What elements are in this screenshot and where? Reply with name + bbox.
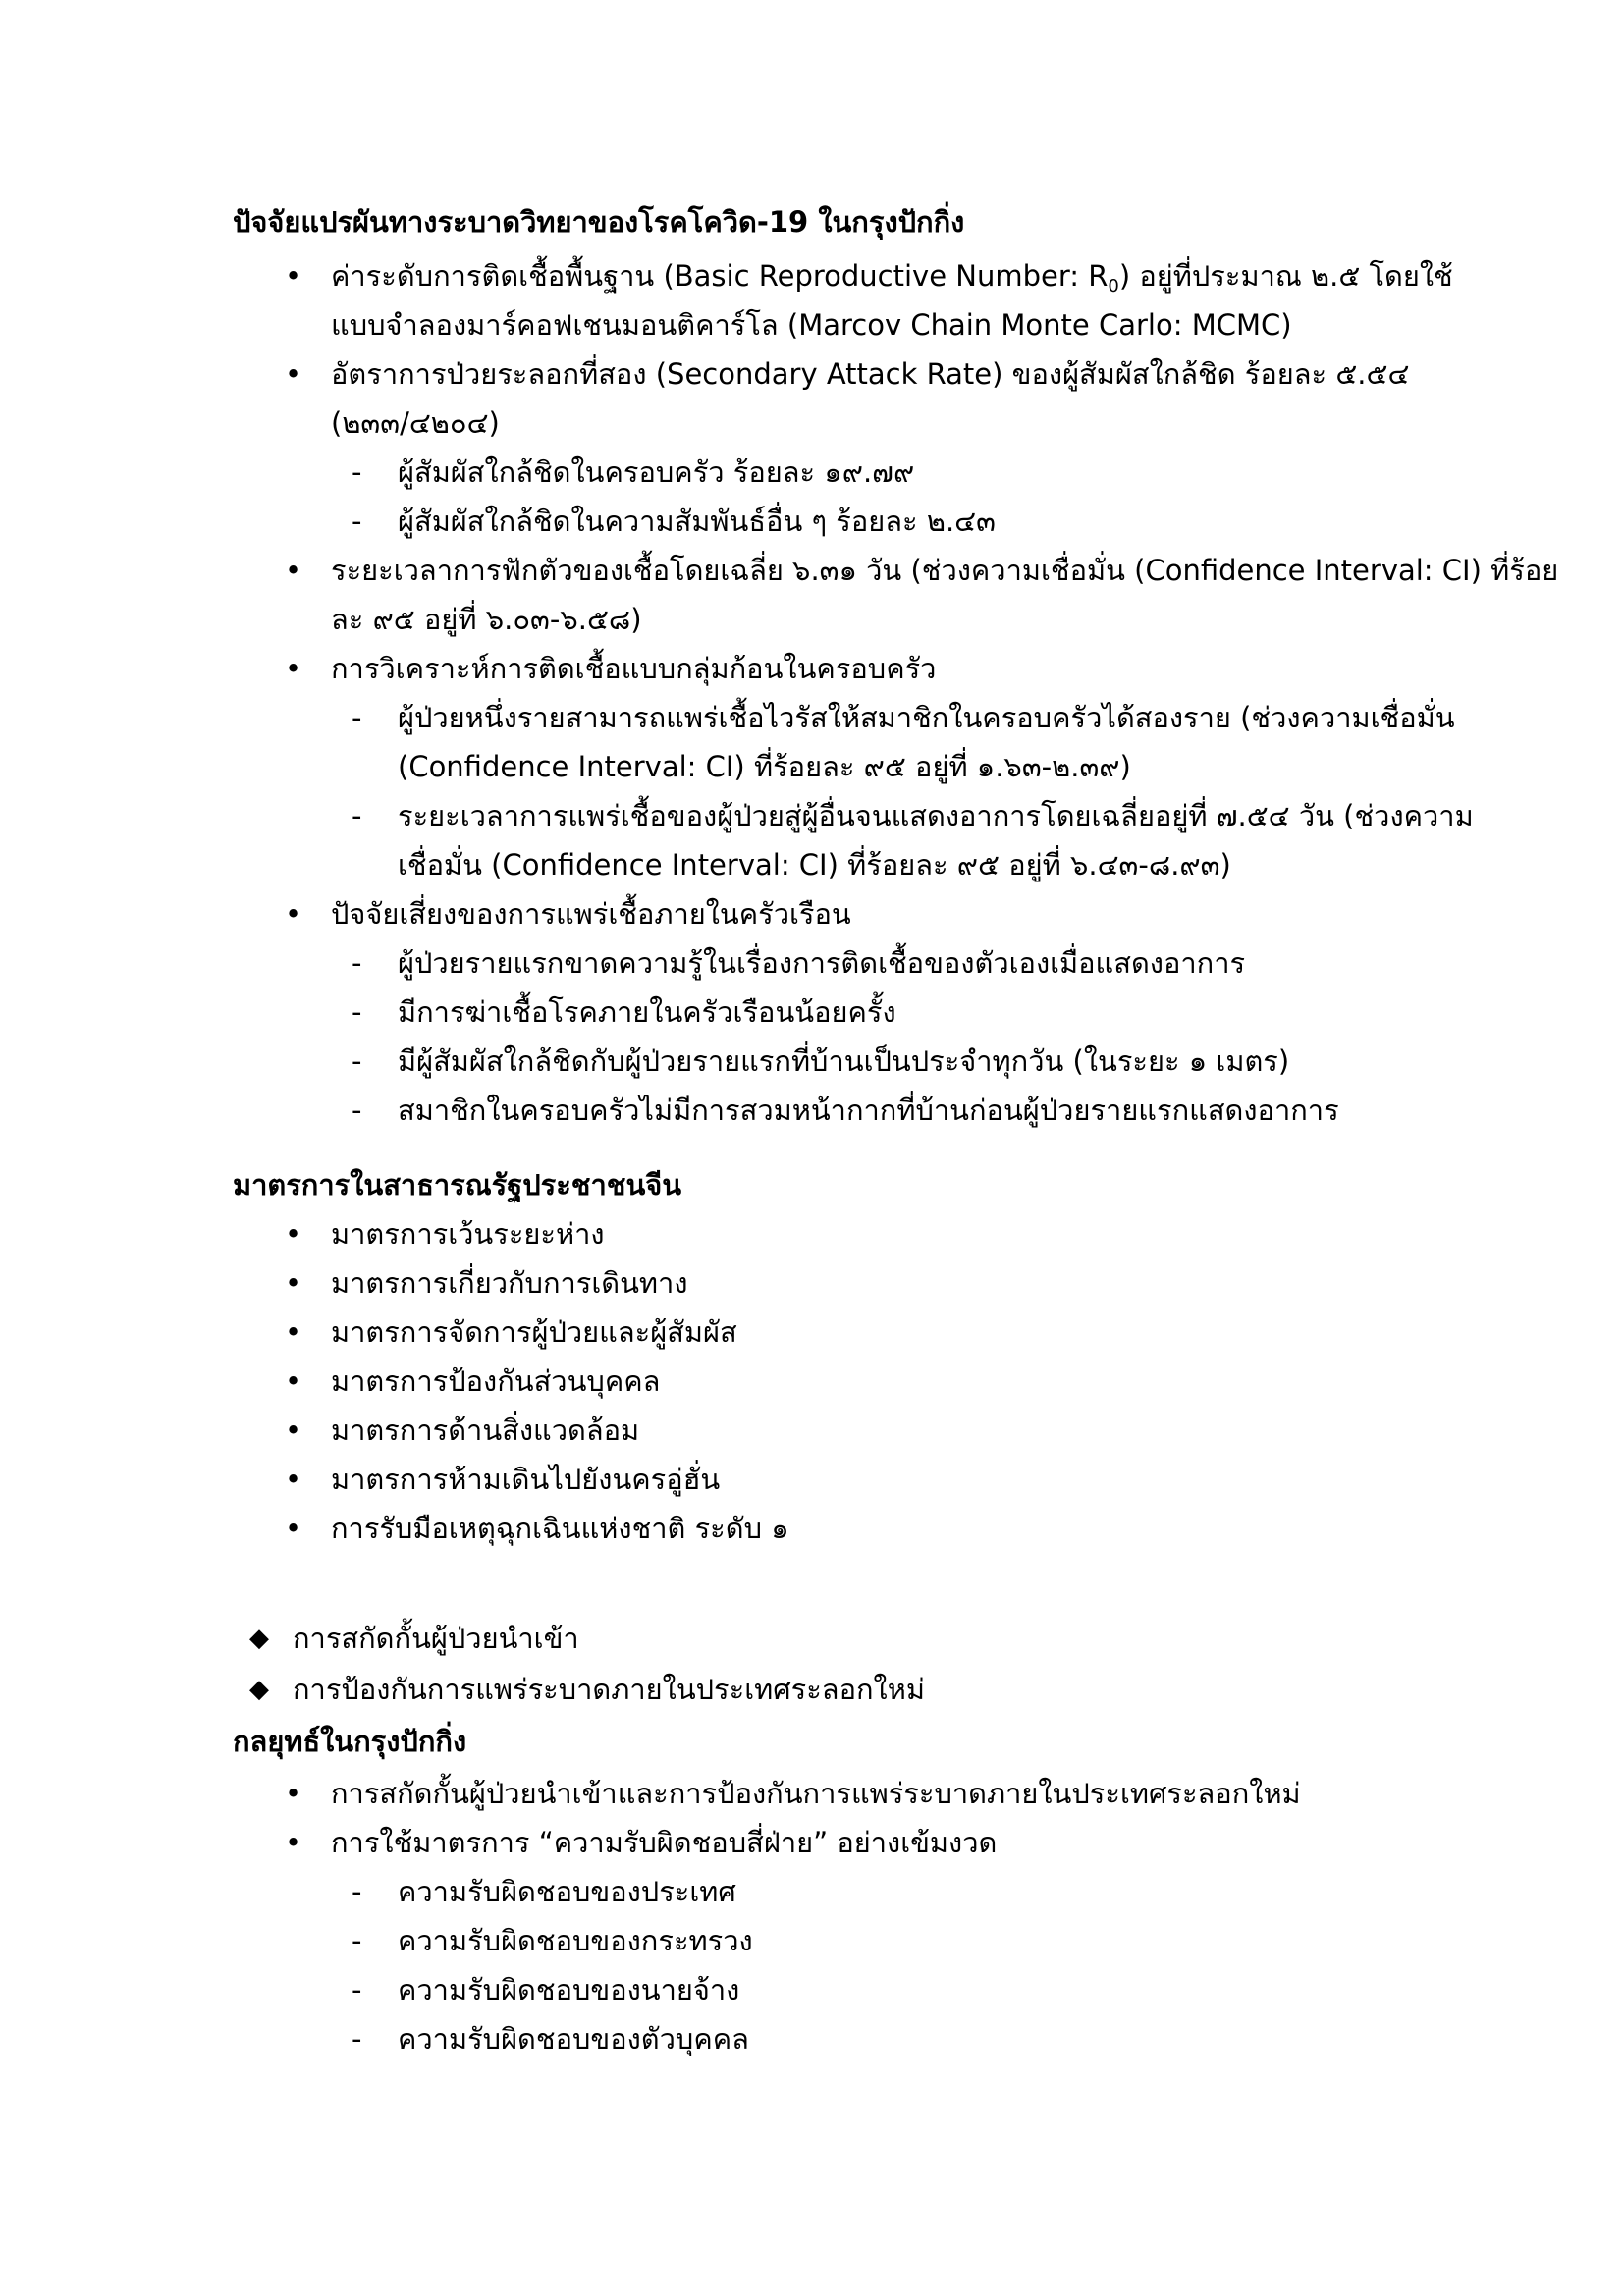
bullet-marker: • <box>285 1364 302 1398</box>
dash-marker: - <box>352 1973 362 2006</box>
diamond-list-item-text: การสกัดกั้นผู้ป่วยนำเข้า <box>293 1622 579 1655</box>
list-item-text: ) อยู่ที่ประมาณ ๒.๕ โดยใช้ <box>1118 259 1453 293</box>
sub-list-item-text: ผู้ป่วยหนึ่งรายสามารถแพร่เชื้อไวรัสให้สมาชิกในครอบครัวได้สองราย (ช่วงความเชื่อมั่น <box>398 701 1455 734</box>
list-item-text: การสกัดกั้นผู้ป่วยนำเข้าและการป้องกันการแพร่ระบาดภายในประเทศระลอกใหม่ <box>331 1777 1301 1810</box>
dash-marker: - <box>352 505 362 538</box>
list-item-text: ระยะเวลาการฟักตัวของเชื้อโดยเฉลี่ย ๖.๓๑ วัน (ช่วงความเชื่อมั่น (Confidence Interval: CI) ที่ร้อย <box>331 554 1559 587</box>
dash-marker: - <box>352 1044 362 1078</box>
sub-list-item <box>352 694 1455 741</box>
list-item-text: มาตรการป้องกันส่วนบุคคล <box>331 1364 661 1398</box>
bullet-marker: • <box>285 1826 302 1859</box>
list-item-text: ปัจจัยเสี่ยงของการแพร่เชื้อภายในครัวเรือน <box>331 897 851 931</box>
diamond-bullet-icon: ◆ <box>249 1624 269 1653</box>
list-item-text: การรับมือเหตุฉุกเฉินแห่งชาติ ระดับ ๑ <box>331 1512 789 1545</box>
sub-list-item-text: ความรับผิดชอบของนายจ้าง <box>398 1973 740 2006</box>
sub-list-item-text: สมาชิกในครอบครัวไม่มีการสวมหน้ากากที่บ้านก่อนผู้ป่วยรายแรกแสดงอาการ <box>398 1094 1339 1127</box>
sub-list-item-text: ความรับผิดชอบของตัวบุคคล <box>398 2022 749 2056</box>
sub-list-item <box>352 498 996 545</box>
sub-list-item-text: ผู้สัมผัสใกล้ชิดในความสัมพันธ์อื่น ๆ ร้อยละ ๒.๔๓ <box>398 505 996 538</box>
sub-list-item <box>352 939 1246 987</box>
list-item <box>285 1259 688 1307</box>
sub-list-item-text: ความรับผิดชอบของประเทศ <box>398 1875 736 1908</box>
diamond-list-item-text: การป้องกันการแพร่ระบาดภายในประเทศระลอกใหม่ <box>293 1673 925 1706</box>
dash-marker: - <box>352 1924 362 1957</box>
list-item <box>285 645 937 692</box>
list-item <box>285 1308 737 1356</box>
diamond-list-item <box>249 1666 925 1713</box>
dash-marker: - <box>352 1875 362 1908</box>
sub-list-item-text: มีผู้สัมผัสใกล้ชิดกับผู้ป่วยรายแรกที่บ้านเป็นประจำทุกวัน (ในระยะ ๑ เมตร) <box>398 1044 1290 1078</box>
list-item-continuation: (๒๓๓/๔๒๐๔) <box>331 406 500 440</box>
list-item-text: มาตรการจัดการผู้ป่วยและผู้สัมผัส <box>331 1315 737 1349</box>
sub-list-item-continuation: (Confidence Interval: CI) ที่ร้อยละ ๙๕ อยู่ที่ ๑.๖๓-๒.๓๙) <box>398 750 1131 783</box>
list-item-text: มาตรการห้ามเดินไปยังนครอู่ฮั่น <box>331 1463 721 1496</box>
list-item-text: อัตราการป่วยระลอกที่สอง (Secondary Attack Rate) ของผู้สัมผัสใกล้ชิด ร้อยละ ๕.๕๔ <box>331 357 1410 391</box>
sub-list-item <box>352 1868 736 1915</box>
sub-list-item <box>352 449 915 496</box>
list-item <box>285 350 1410 398</box>
sub-list-item-continuation: เชื่อมั่น (Confidence Interval: CI) ที่ร้อยละ ๙๕ อยู่ที่ ๖.๔๓-๘.๙๓) <box>398 848 1231 881</box>
bullet-marker: • <box>285 652 302 685</box>
dash-marker: - <box>352 701 362 734</box>
section-heading-china-measures: มาตรการในสาธารณรัฐประชาชนจีน <box>233 1168 682 1201</box>
sub-list-item <box>352 988 896 1036</box>
list-item <box>285 1407 640 1454</box>
dash-marker: - <box>352 946 362 980</box>
bullet-marker: • <box>285 1414 302 1447</box>
bullet-marker: • <box>285 1512 302 1545</box>
list-item <box>285 1770 1301 1817</box>
bullet-marker: • <box>285 1463 302 1496</box>
list-item <box>285 547 1559 594</box>
dash-marker: - <box>352 799 362 832</box>
sub-list-item <box>352 1966 740 2013</box>
section-heading-beijing-strategy: กลยุทธ์ในกรุงปักกิ่ง <box>233 1725 467 1758</box>
sub-list-item <box>352 792 1474 839</box>
list-item <box>285 1210 605 1257</box>
bullet-marker: • <box>285 357 302 391</box>
list-item <box>285 1456 721 1503</box>
list-item-text: ค่าระดับการติดเชื้อพื้นฐาน (Basic Reproductive Number: R <box>331 259 1109 293</box>
list-item-text: การใช้มาตรการ “ความรับผิดชอบสี่ฝ่าย” อย่างเข้มงวด <box>331 1826 998 1859</box>
diamond-bullet-icon: ◆ <box>249 1675 269 1704</box>
section-heading-epidemiology: ปัจจัยแปรผันทางระบาดวิทยาของโรคโควิด-19 ในกรุงปักกิ่ง <box>233 205 965 239</box>
list-item-text: การวิเคราะห์การติดเชื้อแบบกลุ่มก้อนในครอบครัว <box>331 652 937 685</box>
bullet-marker: • <box>285 1315 302 1349</box>
bullet-marker: • <box>285 1217 302 1251</box>
bullet-marker: • <box>285 1266 302 1300</box>
list-item <box>285 1358 661 1405</box>
list-item-text: มาตรการเกี่ยวกับการเดินทาง <box>331 1266 688 1300</box>
bullet-marker: • <box>285 259 302 293</box>
sub-list-item-text: ผู้ป่วยรายแรกขาดความรู้ในเรื่องการติดเชื้อของตัวเองเมื่อแสดงอาการ <box>398 946 1246 980</box>
sub-list-item <box>352 1087 1339 1134</box>
diamond-list-item <box>249 1615 579 1662</box>
list-item <box>285 1819 998 1866</box>
subscript-zero: 0 <box>1108 276 1119 296</box>
sub-list-item <box>352 1917 753 1964</box>
dash-marker: - <box>352 995 362 1029</box>
list-item-continuation: ละ ๙๕ อยู่ที่ ๖.๐๓-๖.๕๘) <box>331 603 642 636</box>
sub-list-item-text: มีการฆ่าเชื้อโรคภายในครัวเรือนน้อยครั้ง <box>398 995 896 1029</box>
list-item <box>285 1505 789 1552</box>
list-item-text: มาตรการด้านสิ่งแวดล้อม <box>331 1414 640 1447</box>
dash-marker: - <box>352 455 362 489</box>
dash-marker: - <box>352 2022 362 2056</box>
sub-list-item <box>352 1038 1290 1085</box>
sub-list-item-text: ระยะเวลาการแพร่เชื้อของผู้ป่วยสู่ผู้อื่นจนแสดงอาการโดยเฉลี่ยอยู่ที่ ๗.๕๔ วัน (ช่วงความ <box>398 799 1474 832</box>
sub-list-item-text: ผู้สัมผัสใกล้ชิดในครอบครัว ร้อยละ ๑๙.๗๙ <box>398 455 915 489</box>
bullet-marker: • <box>285 1777 302 1810</box>
list-item-text: มาตรการเว้นระยะห่าง <box>331 1217 605 1251</box>
list-item-continuation: แบบจำลองมาร์คอฟเชนมอนติคาร์โล (Marcov Chain Monte Carlo: MCMC) <box>331 308 1292 342</box>
list-item <box>285 890 851 937</box>
bullet-marker: • <box>285 897 302 931</box>
sub-list-item <box>352 2015 749 2062</box>
sub-list-item-text: ความรับผิดชอบของกระทรวง <box>398 1924 753 1957</box>
dash-marker: - <box>352 1094 362 1127</box>
bullet-marker: • <box>285 554 302 587</box>
